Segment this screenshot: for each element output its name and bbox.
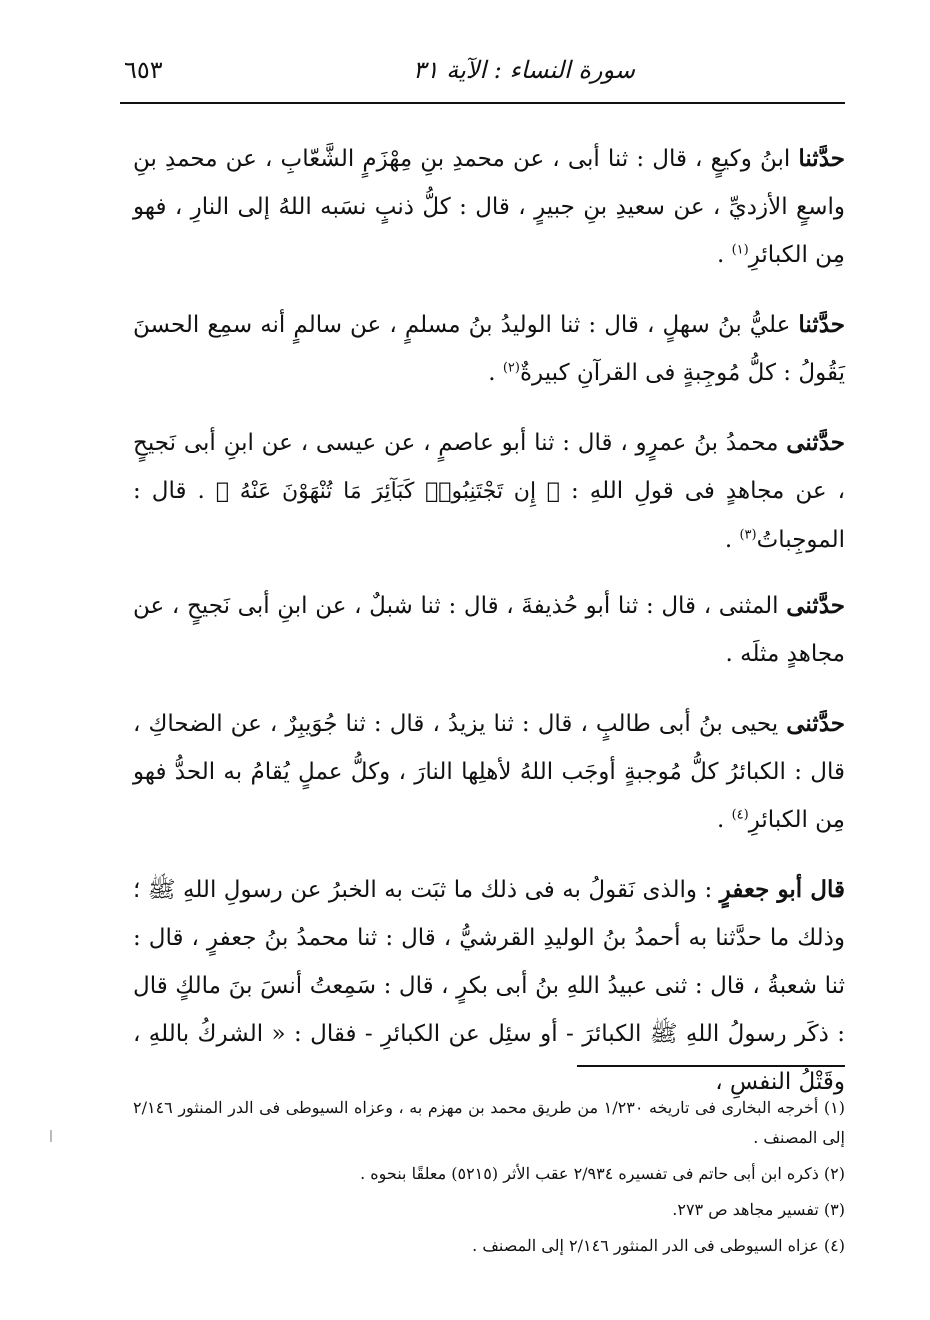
paragraph-lead: حدَّثنا <box>798 145 845 172</box>
paragraph-lead: حدَّثنى <box>786 429 845 456</box>
footnotes <box>133 1093 845 1267</box>
paragraph-text: ابنُ وكيعٍ ، قال : ثنا أبى ، عن محمدِ بنِ مِهْزَمٍ الشَّعّابِ ، عن محمدِ بنِ واسعٍ الأزديِّ ، عن سعيدِ بنِ جبيرٍ ، قال : كلُّ ذنبٍ نسَبه اللهُ إلى النارِ ، فهو مِن الكبائرِ <box>133 146 845 268</box>
paragraph-5 <box>133 700 845 844</box>
footnote-separator <box>577 1065 845 1067</box>
paragraph-text: : والذى نَقولُ به فى ذلك ما ثبَت به الخبرُ عن رسولِ اللهِ ﷺ ؛ وذلك ما حدَّثنا به أحمدُ بنُ الوليدِ القرشيُّ ، قال : ثنا محمدُ بنُ جعفرٍ ، قال : ثنا شعبةُ ، قال : ثنى عبيدُ اللهِ بنُ أبى بكرٍ ، قال : سَمِعتُ أنسَ بنَ مالكٍ قال : ذكَر رسولُ اللهِ ﷺ الكبائرَ - أو سئِل عن الكبائرِ - فقال : « الشركُ باللهِ ، وقَتْلُ النفسِ ، <box>133 877 845 1095</box>
header-title: سورة النساء : الآية ٣١ <box>412 56 635 84</box>
paragraph-end: . <box>724 527 740 553</box>
paragraph-lead: حدَّثنا <box>798 311 845 338</box>
margin-mark <box>50 1130 52 1142</box>
footnote-ref: (٢) <box>502 360 520 376</box>
paragraph-text: يحيى بنُ أبى طالبٍ ، قال : ثنا يزيدُ ، قال : ثنا جُوَيبِرٌ ، عن الضحاكِ ، قال : الكبائرُ كلُّ مُوجبةٍ أوجَب اللهُ لأهلِها النارَ ، وكلُّ عملٍ يُقامُ به الحدُّ فهو مِن الكبائرِ <box>133 711 845 833</box>
paragraph-end: . <box>716 242 732 268</box>
paragraph-6 <box>133 866 845 1106</box>
footnote-ref: (٣) <box>739 527 757 543</box>
footnote-4: (٤) عزاه السيوطى فى الدر المنثور ٢/١٤٦ إلى المصنف . <box>472 1236 845 1255</box>
paragraph-text: المثنى ، قال : ثنا أبو حُذيفةَ ، قال : ثنا شبلٌ ، عن ابنِ أبى نَجيحٍ ، عن مجاهدٍ مثلَه . <box>133 593 845 667</box>
paragraph-lead: حدَّثنى <box>786 710 845 737</box>
paragraph-text: عليُّ بنُ سهلٍ ، قال : ثنا الوليدُ بنُ مسلمٍ ، عن سالمٍ أنه سمِع الحسنَ يَقُولُ : كلُّ مُوجِبةٍ فى القرآنِ كبيرةٌ <box>133 312 845 386</box>
paragraph-lead: حدَّثنى <box>786 592 845 619</box>
footnote-3: (٣) تفسير مجاهد ص ٢٧٣. <box>672 1200 845 1219</box>
running-header <box>120 50 845 104</box>
paragraph-text-continued: . قال : الموجِباتُ <box>133 478 845 553</box>
footnote-ref: (١) <box>731 242 749 258</box>
paragraph-lead: قال أبو جعفرٍ <box>719 876 845 903</box>
paragraph-text: محمدُ بنُ عمرٍو ، قال : ثنا أبو عاصمٍ ، عن عيسى ، عن ابنِ أبى نَجيحٍ ، عن مجاهدٍ فى قولِ اللهِ : <box>133 430 845 504</box>
paragraph-1 <box>133 135 845 279</box>
footnote-2: (٢) ذكره ابن أبى حاتم فى تفسيره ٢/٩٣٤ عقب الأثر (٥٢١٥) معلقًا بنحوه . <box>360 1164 845 1183</box>
page-number: ٦٥٣ <box>124 56 163 84</box>
paragraph-2 <box>133 301 845 397</box>
footnote-ref: (٤) <box>731 807 749 823</box>
quran-quote: ﴿ إِن تَجْتَنِبُوا۟ كَبَآئِرَ مَا تُنْهَوْنَ عَنْهُ ﴾ <box>215 479 560 504</box>
paragraph-3 <box>133 419 845 564</box>
paragraph-4 <box>133 582 845 678</box>
main-text <box>133 135 845 1128</box>
paragraph-end: . <box>488 360 503 386</box>
footnote-1: (١) أخرجه البخارى فى تاريخه ١/٢٣٠ من طريق محمد بن مهزم به ، وعزاه السيوطى فى الدر المنثور ٢/١٤٦ إلى المصنف . <box>133 1098 845 1147</box>
paragraph-end: . <box>716 807 732 833</box>
